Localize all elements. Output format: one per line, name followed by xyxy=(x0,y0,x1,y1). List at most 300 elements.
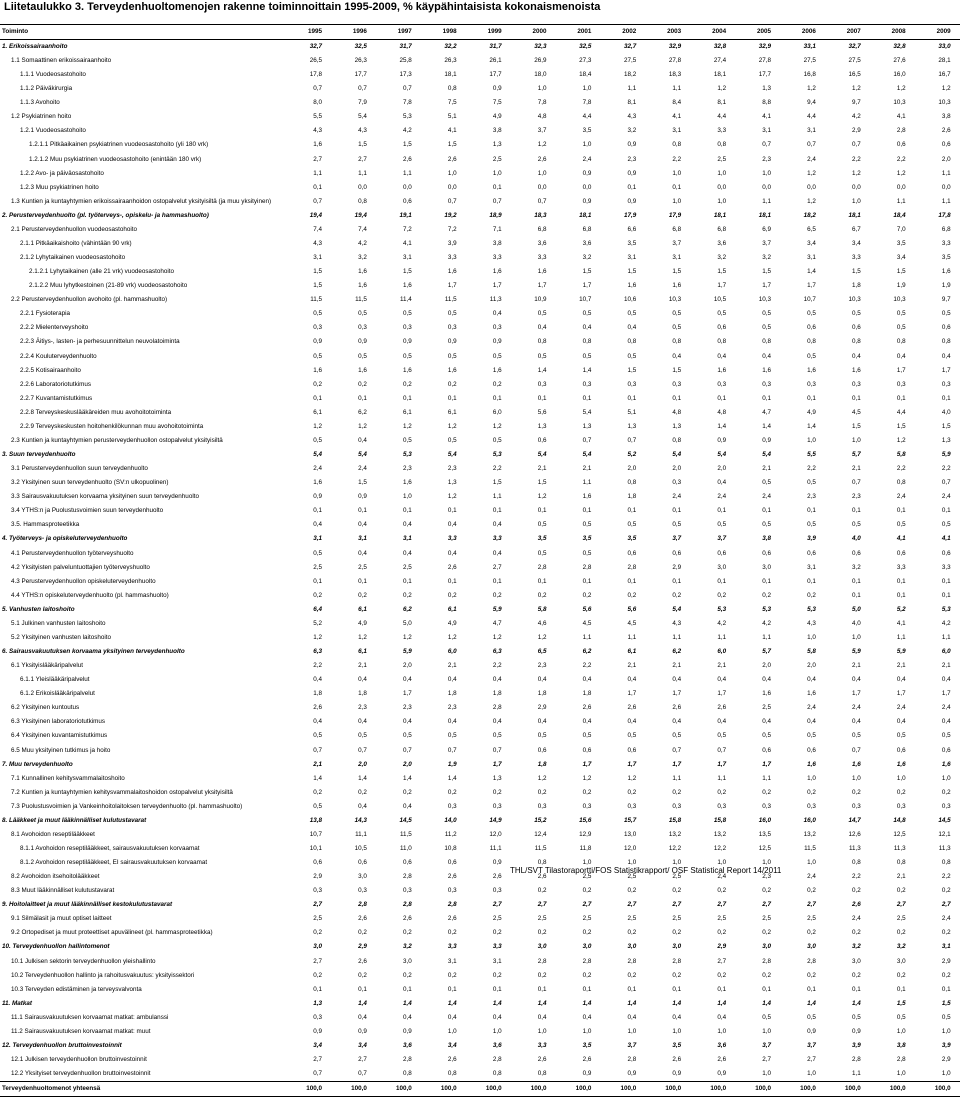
row-value: 1,2 xyxy=(896,85,906,93)
row-value: 0,5 xyxy=(492,732,502,740)
row-value: 2,4 xyxy=(807,155,816,163)
row-value: 0,7 xyxy=(941,479,951,487)
row-value: 5,0 xyxy=(403,619,412,627)
row-value: 4,1 xyxy=(403,239,412,247)
row-value: 0,0 xyxy=(941,183,951,191)
row-value: 3,1 xyxy=(627,254,637,262)
row-value: 0,1 xyxy=(807,985,816,993)
row-value: 1,0 xyxy=(492,169,502,177)
row-value: 1,2 xyxy=(447,633,457,641)
row-value: 100,0 xyxy=(845,1085,861,1093)
row-value: 2,2 xyxy=(896,155,906,163)
row-value: 0,5 xyxy=(762,310,771,318)
row-label: 4. Työterveys- ja opiskeluterveydenhuolto xyxy=(2,535,128,543)
row-label: 1.2 Psykiatrinen hoito xyxy=(11,113,72,121)
row-value: 0,2 xyxy=(403,971,412,979)
row-value: 2,8 xyxy=(358,901,367,909)
row-value: 18,2 xyxy=(624,71,637,79)
row-value: 0,6 xyxy=(896,549,906,557)
table-row xyxy=(0,969,960,983)
row-value: 14,5 xyxy=(399,816,412,824)
row-value: 0,2 xyxy=(358,591,367,599)
row-value: 1,0 xyxy=(762,169,771,177)
row-value: 11,5 xyxy=(310,296,322,304)
row-value: 2,6 xyxy=(717,1056,727,1064)
row-value: 0,6 xyxy=(762,549,771,557)
row-value: 0,2 xyxy=(358,788,367,796)
row-value: 0,6 xyxy=(807,324,816,332)
row-value: 0,1 xyxy=(582,577,592,585)
row-value: 1,6 xyxy=(762,366,771,374)
row-value: 1,8 xyxy=(537,690,547,698)
row-value: 18,1 xyxy=(713,211,727,219)
row-value: 100,0 xyxy=(755,1085,771,1093)
row-value: 0,5 xyxy=(537,732,547,740)
row-label: 6.1.2 Erikoislääkäripalvelut xyxy=(20,690,95,698)
row-value: 2,6 xyxy=(941,127,951,135)
row-value: 2,1 xyxy=(717,662,727,670)
table-row xyxy=(0,54,960,68)
row-value: 3,3 xyxy=(852,254,861,262)
row-value: 10,3 xyxy=(758,296,771,304)
row-value: 1,1 xyxy=(313,169,322,177)
row-value: 6,0 xyxy=(447,648,457,655)
row-value: 2,6 xyxy=(582,704,592,712)
row-value: 7,2 xyxy=(447,225,457,233)
row-value: 0,6 xyxy=(582,746,592,754)
row-value: 0,1 xyxy=(537,394,547,402)
row-value: 2,6 xyxy=(627,704,637,712)
row-value: 0,5 xyxy=(762,732,771,740)
table-row xyxy=(0,701,960,715)
row-value: 5,3 xyxy=(403,451,412,459)
row-value: 0,1 xyxy=(672,507,682,515)
row-value: 0,2 xyxy=(492,380,502,388)
row-value: 7,8 xyxy=(582,99,592,107)
row-value: 0,0 xyxy=(582,183,592,191)
row-label: 1.2.1 Vuodeosastohoito xyxy=(20,127,86,135)
row-value: 4,0 xyxy=(941,408,951,416)
row-value: 5,4 xyxy=(313,451,322,459)
row-value: 0,6 xyxy=(717,324,727,332)
row-value: 1,1 xyxy=(896,633,906,641)
row-value: 100,0 xyxy=(575,1085,592,1093)
row-value: 2,6 xyxy=(447,563,457,571)
row-value: 0,4 xyxy=(313,676,322,684)
row-value: 0,8 xyxy=(672,141,682,149)
row-value: 0,2 xyxy=(852,788,861,796)
table-row xyxy=(0,1067,960,1081)
row-value: 1,6 xyxy=(492,366,502,374)
row-value: 0,3 xyxy=(941,802,951,810)
row-value: 0,1 xyxy=(762,577,771,585)
row-value: 4,1 xyxy=(896,113,906,121)
row-value: 0,8 xyxy=(717,338,727,346)
row-value: 2,8 xyxy=(896,127,906,135)
row-value: 1,5 xyxy=(358,141,367,149)
row-value: 1,0 xyxy=(807,774,816,782)
row-value: 2,1 xyxy=(762,465,771,473)
row-value: 4,7 xyxy=(492,619,502,627)
row-value: 27,6 xyxy=(893,57,906,65)
row-value: 0,1 xyxy=(492,985,502,993)
row-value: 0,3 xyxy=(447,324,457,332)
row-value: 1,2 xyxy=(807,169,816,177)
row-value: 0,4 xyxy=(403,718,412,726)
row-label: 2.2.1 Fysioterapia xyxy=(20,310,71,318)
row-value: 0,8 xyxy=(717,141,727,149)
row-value: 0,9 xyxy=(313,1027,322,1035)
row-value: 0,1 xyxy=(672,577,682,585)
row-value: 7,5 xyxy=(492,99,502,107)
row-value: 1,7 xyxy=(537,282,547,290)
row-value: 2,5 xyxy=(717,155,727,163)
row-value: 3,4 xyxy=(807,239,816,247)
row-value: 0,2 xyxy=(537,591,547,599)
row-value: 0,6 xyxy=(807,549,816,557)
row-value: 1,1 xyxy=(582,633,592,641)
row-value: 0,4 xyxy=(672,718,682,726)
row-value: 0,0 xyxy=(403,183,412,191)
row-value: 10,8 xyxy=(444,844,457,852)
row-value: 6,3 xyxy=(313,648,322,655)
row-value: 4,1 xyxy=(941,535,951,543)
row-value: 0,5 xyxy=(807,521,816,529)
row-value: 18,1 xyxy=(579,211,592,219)
row-value: 2,5 xyxy=(313,915,322,923)
row-value: 0,3 xyxy=(896,802,906,810)
row-label: 3.5. Hammasproteetikka xyxy=(11,521,80,529)
header-year: 1996 xyxy=(352,28,367,35)
row-value: 0,1 xyxy=(852,985,861,993)
row-value: 0,4 xyxy=(896,352,906,360)
row-value: 4,2 xyxy=(717,619,727,627)
row-value: 2,4 xyxy=(941,493,951,501)
header-year: 2002 xyxy=(622,28,637,35)
row-value: 2,7 xyxy=(492,901,502,909)
row-value: 0,4 xyxy=(313,718,322,726)
row-value: 0,4 xyxy=(672,676,682,684)
row-value: 0,2 xyxy=(941,788,951,796)
row-value: 0,3 xyxy=(941,380,951,388)
row-value: 2,7 xyxy=(582,901,592,909)
row-value: 0,2 xyxy=(313,971,322,979)
row-value: 0,5 xyxy=(852,310,861,318)
row-value: 0,1 xyxy=(582,985,592,993)
row-value: 1,0 xyxy=(762,1027,771,1035)
row-value: 18,4 xyxy=(579,71,592,79)
row-value: 0,4 xyxy=(537,676,547,684)
table-row xyxy=(0,589,960,603)
row-value: 3,4 xyxy=(852,239,861,247)
row-value: 7,4 xyxy=(358,225,367,233)
row-value: 1,8 xyxy=(492,690,502,698)
row-value: 1,9 xyxy=(896,282,906,290)
row-value: 3,8 xyxy=(492,239,502,247)
row-value: 2,9 xyxy=(852,127,861,135)
header-year: 1997 xyxy=(397,28,412,35)
row-value: 2,0 xyxy=(941,155,951,163)
row-value: 0,3 xyxy=(313,887,322,895)
row-value: 32,7 xyxy=(309,43,322,50)
row-value: 1,2 xyxy=(941,85,951,93)
row-value: 0,2 xyxy=(358,971,367,979)
row-label: 8.3 Muut lääkinnälliset kulutustavarat xyxy=(11,887,115,895)
row-value: 0,7 xyxy=(358,85,367,93)
row-value: 0,4 xyxy=(403,549,412,557)
row-value: 1,0 xyxy=(762,1070,771,1078)
row-value: 0,7 xyxy=(852,141,861,149)
row-value: 0,7 xyxy=(492,197,502,205)
row-value: 4,9 xyxy=(492,113,502,121)
row-value: 0,1 xyxy=(807,507,816,515)
row-value: 1,2 xyxy=(313,422,322,430)
row-value: 1,4 xyxy=(762,999,771,1007)
row-label: 6.1 Yksityislääkäripalvelut xyxy=(11,662,83,670)
row-value: 6,1 xyxy=(313,408,322,416)
row-value: 0,9 xyxy=(313,493,322,501)
row-value: 0,9 xyxy=(447,338,457,346)
row-value: 0,2 xyxy=(403,929,412,937)
row-value: 0,7 xyxy=(403,746,412,754)
row-value: 1,1 xyxy=(627,633,637,641)
row-value: 100,0 xyxy=(351,1085,367,1093)
row-value: 3,7 xyxy=(672,239,682,247)
row-value: 0,5 xyxy=(313,352,322,360)
table-row xyxy=(0,828,960,842)
row-label: 8.1 Avohoidon reseptilääkkeet xyxy=(11,830,95,838)
table-row xyxy=(0,547,960,561)
row-value: 2,7 xyxy=(537,901,547,909)
row-value: 6,1 xyxy=(447,605,457,613)
row-value: 2,8 xyxy=(447,901,457,909)
row-value: 0,4 xyxy=(717,676,727,684)
row-value: 1,8 xyxy=(447,690,457,698)
row-value: 0,4 xyxy=(403,521,412,529)
row-value: 1,0 xyxy=(582,141,592,149)
row-value: 18,1 xyxy=(713,71,727,79)
row-value: 12,0 xyxy=(624,844,637,852)
row-label: Terveydenhuoltomenot yhteensä xyxy=(2,1085,101,1093)
row-value: 1,3 xyxy=(582,422,592,430)
row-value: 1,8 xyxy=(313,690,322,698)
row-label: 7.2 Kuntien ja kuntayhtymien kehitysvammalaitoshoidon ostopalvelut yksityisiltä xyxy=(11,788,233,796)
row-value: 0,1 xyxy=(403,577,412,585)
row-value: 2,5 xyxy=(582,915,592,923)
table-row xyxy=(0,40,960,54)
row-value: 2,2 xyxy=(582,662,592,670)
row-value: 11,2 xyxy=(444,830,457,838)
row-value: 2,6 xyxy=(537,873,547,881)
row-value: 1,5 xyxy=(717,268,727,276)
row-value: 2,1 xyxy=(358,662,367,670)
row-value: 11,3 xyxy=(489,296,502,304)
row-value: 0,8 xyxy=(941,338,951,346)
row-value: 0,2 xyxy=(852,929,861,937)
row-value: 0,9 xyxy=(717,1070,727,1078)
row-value: 2,6 xyxy=(852,901,861,909)
row-value: 1,5 xyxy=(852,422,861,430)
row-value: 1,0 xyxy=(852,774,861,782)
row-label: 9.1 Silmälasit ja muut optiset laitteet xyxy=(11,915,112,923)
row-value: 4,0 xyxy=(852,535,861,543)
row-value: 0,4 xyxy=(358,549,367,557)
row-value: 0,3 xyxy=(627,380,637,388)
row-value: 0,4 xyxy=(762,352,771,360)
row-value: 1,7 xyxy=(941,690,951,698)
row-value: 3,0 xyxy=(717,563,727,571)
row-value: 0,3 xyxy=(672,380,682,388)
table-row xyxy=(0,265,960,279)
row-value: 0,1 xyxy=(672,183,682,191)
row-value: 0,6 xyxy=(717,549,727,557)
row-label: 6.3 Yksityinen laboratoriotutkimus xyxy=(11,718,106,726)
row-value: 1,2 xyxy=(358,422,367,430)
row-value: 3,1 xyxy=(807,254,816,262)
row-value: 0,6 xyxy=(403,197,412,205)
row-value: 0,5 xyxy=(807,352,816,360)
row-value: 3,4 xyxy=(313,1041,322,1049)
row-label: 8.1.2 Avohoidon reseptilääkkeet, EI sairausvakuutuksen korvaamat xyxy=(20,859,208,867)
row-label: 1.2.1.2 Muu psykiatrinen vuodeosastohoito (enintään 180 vrk) xyxy=(29,155,202,163)
row-value: 2,8 xyxy=(403,873,412,881)
row-value: 0,5 xyxy=(313,549,322,557)
row-value: 13,5 xyxy=(758,830,771,838)
table-row xyxy=(0,814,960,828)
row-value: 0,4 xyxy=(672,352,682,360)
row-value: 0,2 xyxy=(492,971,502,979)
row-value: 2,8 xyxy=(627,957,637,965)
header-year: 2004 xyxy=(712,28,727,35)
row-value: 0,4 xyxy=(896,676,906,684)
row-value: 0,9 xyxy=(627,169,637,177)
table-row xyxy=(0,1039,960,1053)
row-value: 0,1 xyxy=(358,985,367,993)
row-value: 0,1 xyxy=(447,394,457,402)
table-row xyxy=(0,955,960,969)
row-value: 12,6 xyxy=(848,830,861,838)
row-value: 0,2 xyxy=(582,591,592,599)
row-value: 0,5 xyxy=(896,324,906,332)
row-value: 2,6 xyxy=(447,873,457,881)
row-value: 0,3 xyxy=(627,802,637,810)
row-value: 0,2 xyxy=(492,591,502,599)
row-value: 0,5 xyxy=(762,324,771,332)
row-value: 11,1 xyxy=(489,844,502,852)
row-value: 2,6 xyxy=(492,873,502,881)
table-row xyxy=(0,392,960,406)
row-value: 2,8 xyxy=(762,957,771,965)
row-value: 2,1 xyxy=(941,662,951,670)
row-value: 0,5 xyxy=(582,732,592,740)
row-value: 0,1 xyxy=(447,507,457,515)
row-value: 18,4 xyxy=(893,211,906,219)
row-value: 0,4 xyxy=(403,802,412,810)
row-value: 4,4 xyxy=(896,408,906,416)
row-value: 2,2 xyxy=(852,873,861,881)
row-value: 4,5 xyxy=(852,408,861,416)
row-label: 5.1 Julkinen vanhusten laitoshoito xyxy=(11,619,106,627)
row-value: 1,3 xyxy=(762,85,771,93)
row-value: 1,1 xyxy=(403,169,412,177)
row-value: 10,7 xyxy=(309,830,322,838)
row-value: 0,5 xyxy=(807,310,816,318)
row-value: 0,5 xyxy=(672,324,682,332)
row-value: 0,9 xyxy=(582,1070,592,1078)
row-value: 0,8 xyxy=(537,338,547,346)
row-value: 1,4 xyxy=(582,999,592,1007)
row-value: 0,2 xyxy=(403,788,412,796)
row-value: 0,4 xyxy=(447,718,457,726)
row-value: 0,9 xyxy=(672,1070,682,1078)
table-row xyxy=(0,462,960,476)
row-value: 0,5 xyxy=(403,310,412,318)
row-value: 8,1 xyxy=(717,99,727,107)
row-value: 6,2 xyxy=(358,408,367,416)
row-label: 12.2 Yksityiset terveydenhuollon bruttoinvestoinnit xyxy=(11,1070,151,1078)
row-value: 27,5 xyxy=(803,57,816,65)
row-value: 1,6 xyxy=(358,268,367,276)
row-value: 0,2 xyxy=(447,929,457,937)
row-value: 2,7 xyxy=(762,901,771,909)
row-value: 12,2 xyxy=(713,844,727,852)
row-value: 2,6 xyxy=(672,1056,682,1064)
row-value: 14,9 xyxy=(489,816,502,824)
row-value: 31,7 xyxy=(399,43,412,50)
table-row xyxy=(0,251,960,265)
row-value: 13,2 xyxy=(668,830,682,838)
row-value: 1,6 xyxy=(717,366,727,374)
row-value: 3,5 xyxy=(582,535,592,543)
row-value: 4,2 xyxy=(358,239,367,247)
row-value: 3,3 xyxy=(941,239,951,247)
table-row xyxy=(0,800,960,814)
table-row xyxy=(0,617,960,631)
row-value: 1,0 xyxy=(896,774,906,782)
row-value: 1,5 xyxy=(403,141,412,149)
row-value: 0,1 xyxy=(941,507,951,515)
row-value: 0,1 xyxy=(313,985,322,993)
row-value: 1,6 xyxy=(852,366,861,374)
row-value: 0,9 xyxy=(717,436,727,444)
row-value: 32,7 xyxy=(624,43,637,50)
row-value: 0,2 xyxy=(852,971,861,979)
row-value: 3,8 xyxy=(762,535,771,543)
row-value: 2,3 xyxy=(447,704,457,712)
row-value: 2,9 xyxy=(313,873,322,881)
row-value: 13,0 xyxy=(624,830,637,838)
row-value: 0,2 xyxy=(627,971,637,979)
row-value: 0,5 xyxy=(852,732,861,740)
row-value: 4,1 xyxy=(896,535,906,543)
row-value: 2,4 xyxy=(941,915,951,923)
row-value: 12,4 xyxy=(534,830,547,838)
row-value: 3,4 xyxy=(447,1041,457,1049)
row-value: 7,9 xyxy=(358,99,367,107)
row-value: 4,5 xyxy=(582,619,592,627)
row-value: 0,1 xyxy=(807,394,816,402)
row-value: 0,7 xyxy=(537,197,547,205)
row-value: 0,4 xyxy=(358,718,367,726)
row-value: 0,6 xyxy=(941,141,951,149)
row-value: 16,0 xyxy=(803,816,816,824)
row-value: 3,1 xyxy=(807,127,816,135)
row-value: 0,6 xyxy=(537,746,547,754)
row-value: 0,5 xyxy=(313,310,322,318)
row-value: 1,4 xyxy=(358,774,367,782)
row-value: 0,7 xyxy=(313,85,322,93)
row-value: 1,5 xyxy=(537,479,547,487)
